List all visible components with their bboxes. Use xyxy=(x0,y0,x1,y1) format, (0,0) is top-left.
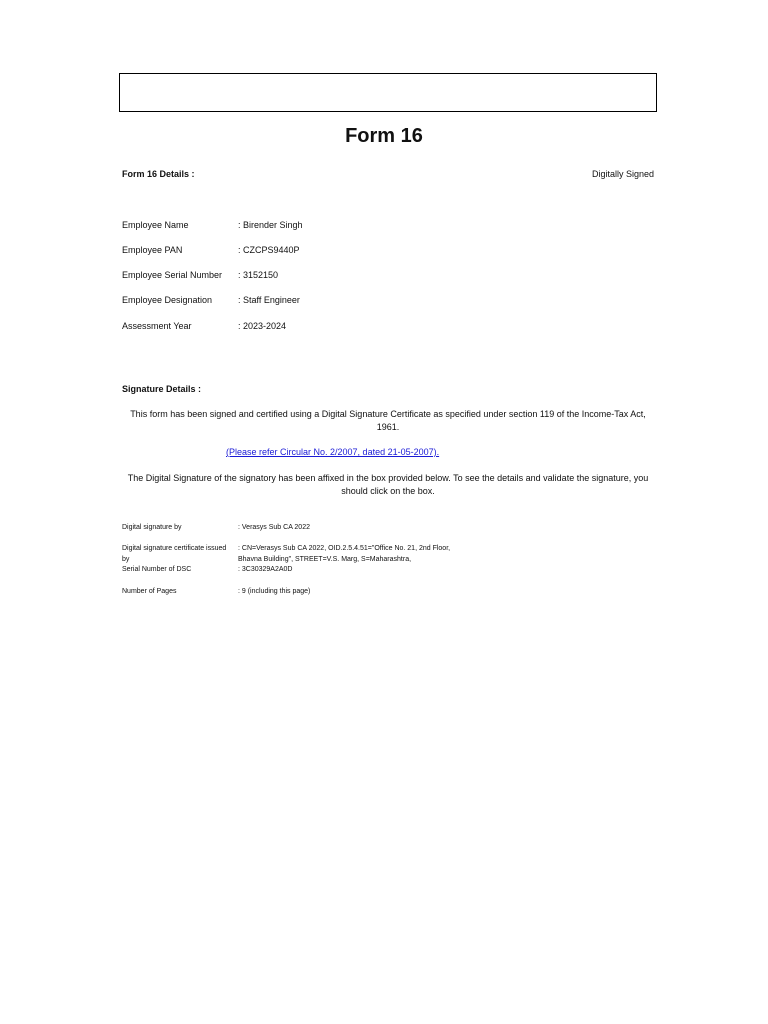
field-label: Employee PAN xyxy=(122,245,183,255)
field-label: Employee Serial Number xyxy=(122,270,223,280)
field-value: : Birender Singh xyxy=(238,220,303,230)
header-box xyxy=(119,73,657,112)
field-label: Number of Pages xyxy=(122,588,177,595)
signature-instructions-paragraph: The Digital Signature of the signatory has been affixed in the box provided below. To see the details and validate the signature, you should click on the box. xyxy=(127,473,649,496)
field-value: : 2023-2024 xyxy=(238,321,287,331)
page-title: Form 16 xyxy=(345,125,423,147)
field-label: Assessment Year xyxy=(122,321,192,331)
field-value: : CN=Verasys Sub CA 2022, OID.2.5.4.51="Office No. 21, 2nd Floor, Bhavna Building", STREET=V.S. Marg, S=Maharashtra, xyxy=(238,545,451,563)
field-label: Employee Designation xyxy=(122,295,213,305)
field-value: : Verasys Sub CA 2022 xyxy=(238,524,310,531)
field-label: Digital signature by xyxy=(122,524,182,531)
signature-details-label: Signature Details : xyxy=(122,384,202,394)
certification-paragraph: This form has been signed and certified using a Digital Signature Certificate as specified under section 119 of the Income-Tax Act, 1961. xyxy=(130,409,646,432)
field-label: Digital signature certificate issued by xyxy=(122,545,227,563)
digitally-signed-label: Digitally Signed xyxy=(591,169,654,179)
circular-link[interactable]: (Please refer Circular No. 2/2007, dated 21-05-2007). xyxy=(226,447,440,457)
field-label: Employee Name xyxy=(122,220,189,230)
field-value: : 9 (including this page) xyxy=(238,588,311,595)
field-label: Serial Number of DSC xyxy=(122,566,192,573)
field-value: : Staff Engineer xyxy=(238,295,300,305)
field-value: : 3152150 xyxy=(238,270,279,280)
field-value: : CZCPS9440P xyxy=(238,245,300,255)
form-details-label: Form 16 Details : xyxy=(122,169,195,179)
field-value: : 3C30329A2A0D xyxy=(238,566,293,573)
